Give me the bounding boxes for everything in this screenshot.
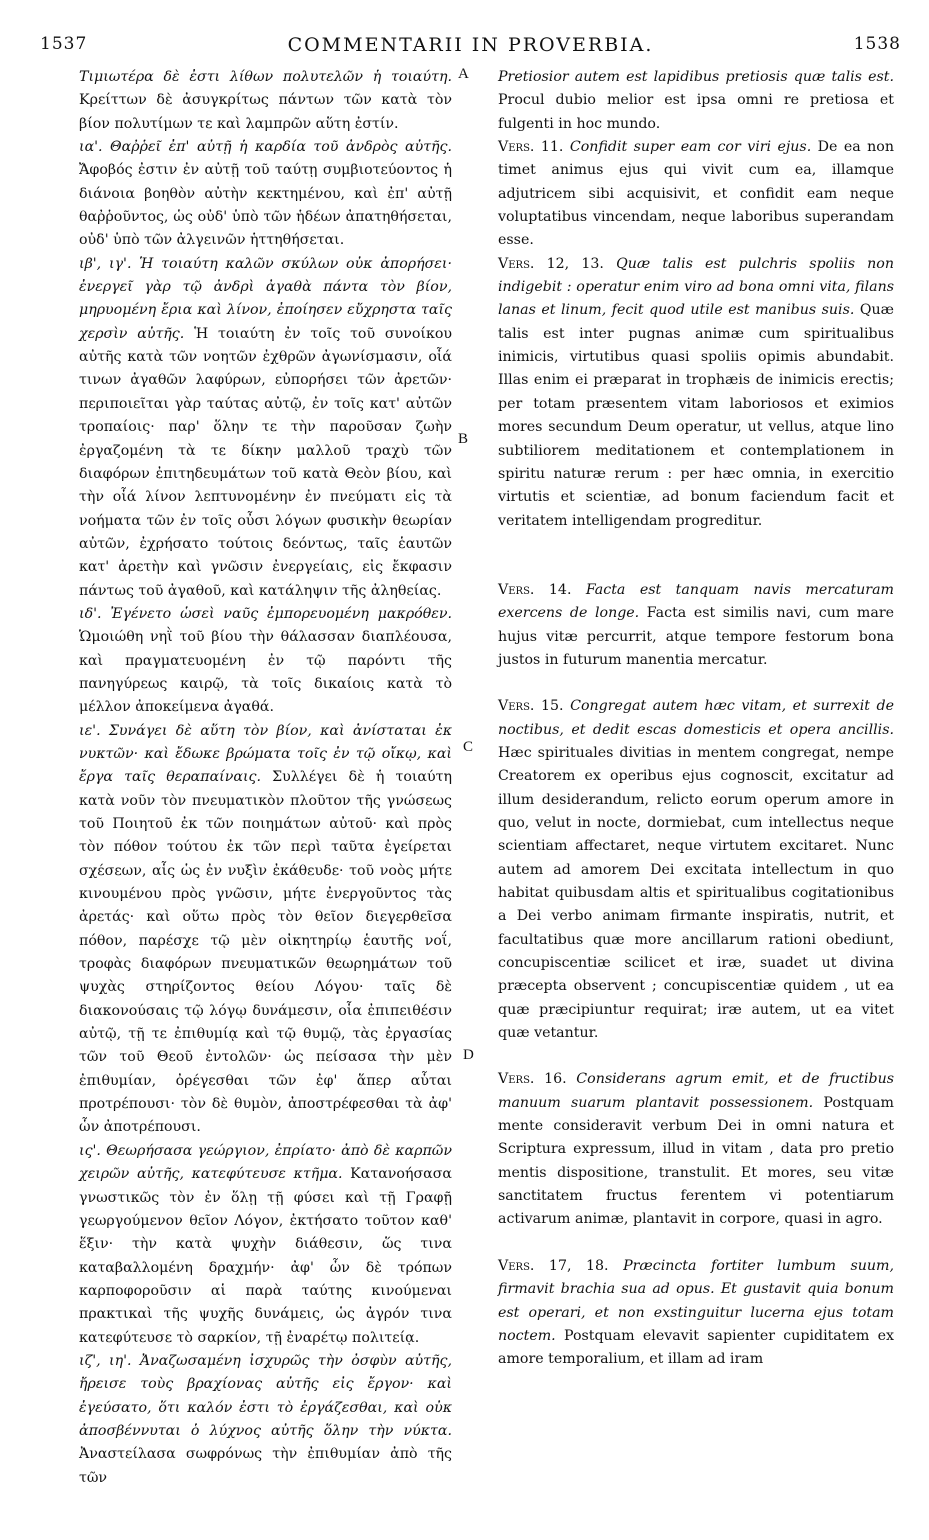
greek-paragraph-14 (79, 603, 452, 720)
greek-commentary: Ἄφοβός ἐστιν ἐν αὐτῇ τοῦ ταύτῃ συμβιοτεύοντος ἡ διάνοια βοηθὸν αὐτὴν κεκτημένου, καὶ ἐπ' αὐτῇ θαῤῥοῦντος, ὡς οὐδ' ὑπὸ τῶν ἡδέων ἀπατηθήσεται, οὐδ' ὑπὸ τῶν ἀλγεινῶν ἡττηθήσεται. (79, 162, 452, 249)
latin-lemma: Congregat autem hæc vitam, et surrexit de noctibus, et dedit escas domesticis et opera ancillis. (498, 698, 894, 738)
latin-paragraph-10 (498, 66, 894, 136)
greek-commentary: Κρείττων δὲ ἀσυγκρίτως πάντων τῶν κατὰ τὸν βίον πολυτίμων τε καὶ λαμπρῶν αὕτη ἐστίν. (79, 92, 452, 132)
latin-lemma: Considerans agrum emit, et de fructibus manuum suarum plantavit possessionem. (498, 1071, 894, 1111)
greek-paragraph-15 (79, 720, 452, 1140)
greek-lemma: ις'. Θεωρήσασα γεώργιον, ἐπρίατο· ἀπὸ δὲ καρπῶν χειρῶν αὐτῆς, κατεφύτευσε κτῆμα. (79, 1142, 452, 1183)
margin-letter-d: D (463, 1047, 474, 1063)
column-spacer (498, 1232, 894, 1255)
latin-paragraph-14 (498, 579, 894, 672)
latin-commentary: Postquam mente consideravit verbum Dei in omni natura et Scriptura expressum, illud in vitam , data pro pretio mentis dispositione, transtulit. Et mores, seu vitæ sanctitatem fructus ferentem vi potentiarum activarum animæ, plantavit in corpore, quasi in agro. (498, 1094, 894, 1228)
latin-paragraph-12-13 (498, 253, 894, 533)
margin-letter-b: B (458, 431, 469, 447)
verse-number: Vers. 11. (498, 139, 564, 156)
latin-lemma: Confidit super eam cor viri ejus. (563, 139, 812, 156)
latin-lemma: Pretiosior autem est lapidibus pretiosis quæ talis est. (498, 69, 894, 85)
greek-lemma: ιβ', ιγ'. Ἡ τοιαύτη καλῶν σκύλων οὐκ ἀπορήσει· ἐνεργεῖ γὰρ τῷ ἀνδρὶ ἀγαθὰ πάντα τὸν βίον, μηρυομένη ἔρια καὶ λίνον, ἐποίησεν εὔχρηστα ταῖς χερσὶν αὐτῆς. (79, 255, 452, 342)
greek-lemma: ια'. Θαῤῥεῖ ἐπ' αὐτῇ ἡ καρδία τοῦ ἀνδρὸς αὐτῆς. (79, 139, 452, 156)
column-spacer (498, 1045, 894, 1068)
running-title: COMMENTARII IN PROVERBIA. (287, 34, 654, 56)
latin-commentary: Hæc spirituales divitias in mentem congregat, nempe Creatorem ex operibus ejus cognoscit, excitatur ad illum desiderandum, relicto eorum operum amore in quo, velut in nocte, dormiebat, cum intellectus neque scientiam affectaret, neque virtutem excitaret. Nunc autem ad amorem Dei excitata intellectum in quo habitat quibusdam altis et spiritualibus cogitationibus a Dei verbo animam firmante inspiratis, nutrit, et facultatibus quæ more ancillarum rationi obediunt, concupiscentiæ scilicet et iræ, suadet ut divina præcepta observent ; concupiscentiæ quidem , ut ea quæ præcipiuntur requirat; iræ autem, ut ea vitet quæ vetantur. (498, 744, 894, 1042)
latin-lemma: Facta est tanquam navis mercaturam exercens de longe. (498, 581, 895, 622)
latin-commentary: Facta est similis navi, cum mare hujus vitæ percurrit, atque tempore festorum bona justos in futurum manentia mercatur. (498, 605, 894, 668)
margin-letter-a: A (458, 66, 469, 82)
greek-commentary: Κατανοήσασα γνωστικῶς τὸν ἐν ὅλῃ τῇ φύσει καὶ τῇ Γραφῇ γεωργούμενον θεῖον Λόγον, ἐκτήσατο τοῦτον καθ' ἕξιν· τὴν κατὰ ψυχὴν διάθεσιν, ὥς τινα καταβαλλομένη δραχμήν· ἀφ' ὧν δὲ τρόπων καρποφοροῦσιν αἱ παρὰ ταύτης κινούμεναι πρακτικαὶ τῆς ψυχῆς δυνάμεις, ὡς ἀγρόν τινα κατεφύτευσε τὸ σαρκίον, τῇ ἐναρέτῳ πολιτείᾳ. (79, 1166, 452, 1346)
greek-commentary: Ἡ τοιαύτη ἐν τοῖς τοῦ συνοίκου αὐτῆς κατὰ τῶν νοητῶν ἐχθρῶν ἀγωνίσμασιν, οἷά τινων ἀγαθῶν λαφύρων, εὐπορήσει τῶν ἀρετῶν· περιποιεῖται γὰρ ταύτας αὐτῷ, ἐν τοῖς κατ' αὐτῶν τροπαίοις· παρ' ὅλην τε τὴν παροῦσαν ζωὴν ἐργαζομένη τὰ τε δίκην μαλλοῦ τραχὺ τῶν διαφόρων ἐπιτηδευμάτων τοῦ κατὰ Θεὸν βίου, καὶ τὴν οἷά λίνον λεπτυνομένην ἐν πνεύματι εἰς τὰ νοήματα τῶν ἐν τοῖς οὖσι λόγων φυσικὴν θεωρίαν αὐτῶν, ἐχρήσατο τούτοις δεόντως, ταῖς ἑαυτῶν κατ' ἀρετὴν καὶ γνῶσιν ἐνεργείαις, εἰς ἔκφασιν πάντως τοῦ ἀγαθοῦ, καὶ κατάληψιν τῆς ἀληθείας. (79, 325, 452, 599)
left-column-number: 1537 (40, 34, 88, 54)
greek-commentary: Συλλέγει δὲ ἡ τοιαύτη κατὰ νοῦν τὸν πνευματικὸν πλοῦτον τῆς γνώσεως τοῦ Ποιητοῦ ἐκ τῶν ποιημάτων αὐτοῦ· καὶ πρὸς τὸν πόθον τούτου ἐκ τῶν περὶ ταῦτα ἐγείρεται σχέσεων, αἷς ὡς ἐν νυξὶν ἐκάθευδε· τοῦ νοὸς μήτε κινουμένου πρὸς γνῶσιν, μήτε ἐνεργοῦντος τὰς ἀρετάς· καὶ οὕτω πρὸς τὸν θεῖον διεγερθεῖσα πόθον, παρέσχε τῷ μὲν οἰκητηρίῳ ἑαυτῆς νοΐ, τροφὰς διαφόρων πνευματικῶν θεωρημάτων τοῦ ψυχὰς στηρίζοντος θείου Λόγου· ταῖς δὲ διακονούσαις τῷ λόγῳ δυνάμεσιν, οἷα ἐπιπειθέσιν αὐτῷ, τῇ τε ἐπιθυμίᾳ καὶ τῷ θυμῷ, τὰς ἐργασίας τῶν τοῦ Θεοῦ ἐντολῶν· ὡς πείσασα τὴν μὲν ἐπιθυμίαν, ὀρέγεσθαι τῶν ἐφ' ἅπερ αὗται προτρέπουσι· τὸν δὲ θυμὸν, ἀποστρέφεσθαι τὰ ἀφ' ὧν ἀποτρέπουσι. (79, 769, 452, 1136)
greek-paragraph-16 (79, 1140, 452, 1350)
verse-number: Vers. 14. (498, 581, 572, 598)
verse-number: Vers. 16. (498, 1071, 567, 1088)
latin-commentary: De ea non timet animus ejus qui vivit cum ea, illamque adjutricem sibi acquisivit, et confidit eam neque voluptatibus vincendam, neque laboribus superandam esse. (498, 139, 894, 249)
latin-lemma: Quæ talis est pulchris spoliis non indigebit : operatur enim viro ad bona omni vita, filans lanas et linum, fecit quod utile est manibus suis. (498, 255, 894, 319)
column-spacer (498, 533, 894, 579)
greek-lemma: ιδ'. Ἐγένετο ὡσεὶ ναῦς ἐμπορευομένη μακρόθεν. (79, 605, 452, 622)
latin-commentary: Quæ talis est inter pugnas animæ cum spiritualibus inimicis, virtutibus quasi spoliis opimis abundabit. Illas enim ei præparat in trophæis de inimicis erectis; per totam præsentem vitam laboriosos et eximios mores secundum Deum operatur, ut vellus, atque lino subtiliorem meditationem et contemplationem in spiritu naturæ rerum : per hæc omnia, in exercitio virtutis et scientiæ, ad bonum faciendum facit et veritatem intelligendam progreditur. (498, 302, 894, 529)
latin-lemma: Præcincta fortiter lumbum suum, firmavit brachia sua ad opus. Et gustavit quia bonum est operari, et non exstinguitur lucerna ejus totam noctem. (498, 1257, 894, 1344)
verse-number: Vers. 15. (498, 698, 564, 715)
latin-column (498, 66, 894, 1372)
column-spacer (498, 672, 894, 695)
running-header (40, 34, 901, 60)
latin-commentary: Procul dubio melior est ipsa omni re pretiosa et fulgenti in hoc mundo. (498, 92, 894, 132)
greek-commentary: Ὡμοιώθη νηῒ τοῦ βίου τὴν θάλασσαν διαπλέουσα, καὶ πραγματευομένη ἐν τῷ παρόντι τῆς πανηγύρεως καιρῷ, τὰ τοῖς δικαίοις κατὰ τὸ μέλλον ἀποκείμενα ἀγαθά. (79, 629, 452, 716)
right-column-number: 1538 (853, 34, 901, 54)
latin-commentary: Postquam elevavit sapienter cupiditatem ex amore temporalium, et illam ad iram (498, 1327, 894, 1368)
greek-paragraph-11 (79, 136, 452, 253)
latin-paragraph-11 (498, 136, 894, 253)
greek-lemma: ιε'. Συνάγει δὲ αὕτη τὸν βίον, καὶ ἀνίσταται ἐκ νυκτῶν· καὶ ἔδωκε βρώματα τοῖς ἐν τῷ οἴκῳ, καὶ ἔργα ταῖς θεραπαίναις. (79, 722, 452, 786)
verse-number: Vers. 17, 18. (498, 1257, 609, 1274)
greek-column (79, 66, 452, 1490)
latin-paragraph-17-18 (498, 1255, 894, 1372)
greek-lemma: ιζ', ιη'. Ἀναζωσαμένη ἰσχυρῶς τὴν ὀσφὺν αὐτῆς, ἤρεισε τοὺς βραχίονας αὐτῆς εἰς ἔργον· καὶ ἐγεύσατο, ὅτι καλόν ἐστι τὸ ἐργάζεσθαι, καὶ οὐκ ἀποσβέννυται ὁ λύχνος αὐτῆς ὅλην τὴν νύκτα. (79, 1352, 452, 1439)
verse-number: Vers. 12, 13. (498, 255, 604, 272)
margin-letter-c: C (463, 739, 474, 755)
greek-paragraph-12-13 (79, 253, 452, 603)
latin-paragraph-15 (498, 695, 894, 1045)
greek-lemma: Τιμιωτέρα δὲ ἐστι λίθων πολυτελῶν ἡ τοιαύτη. (79, 69, 452, 85)
latin-paragraph-16 (498, 1068, 894, 1231)
greek-paragraph-17-18 (79, 1350, 452, 1490)
greek-commentary: Ἀναστείλασα σωφρόνως τὴν ἐπιθυμίαν ἀπὸ τῆς τῶν (79, 1446, 452, 1486)
greek-paragraph-10 (79, 66, 452, 136)
